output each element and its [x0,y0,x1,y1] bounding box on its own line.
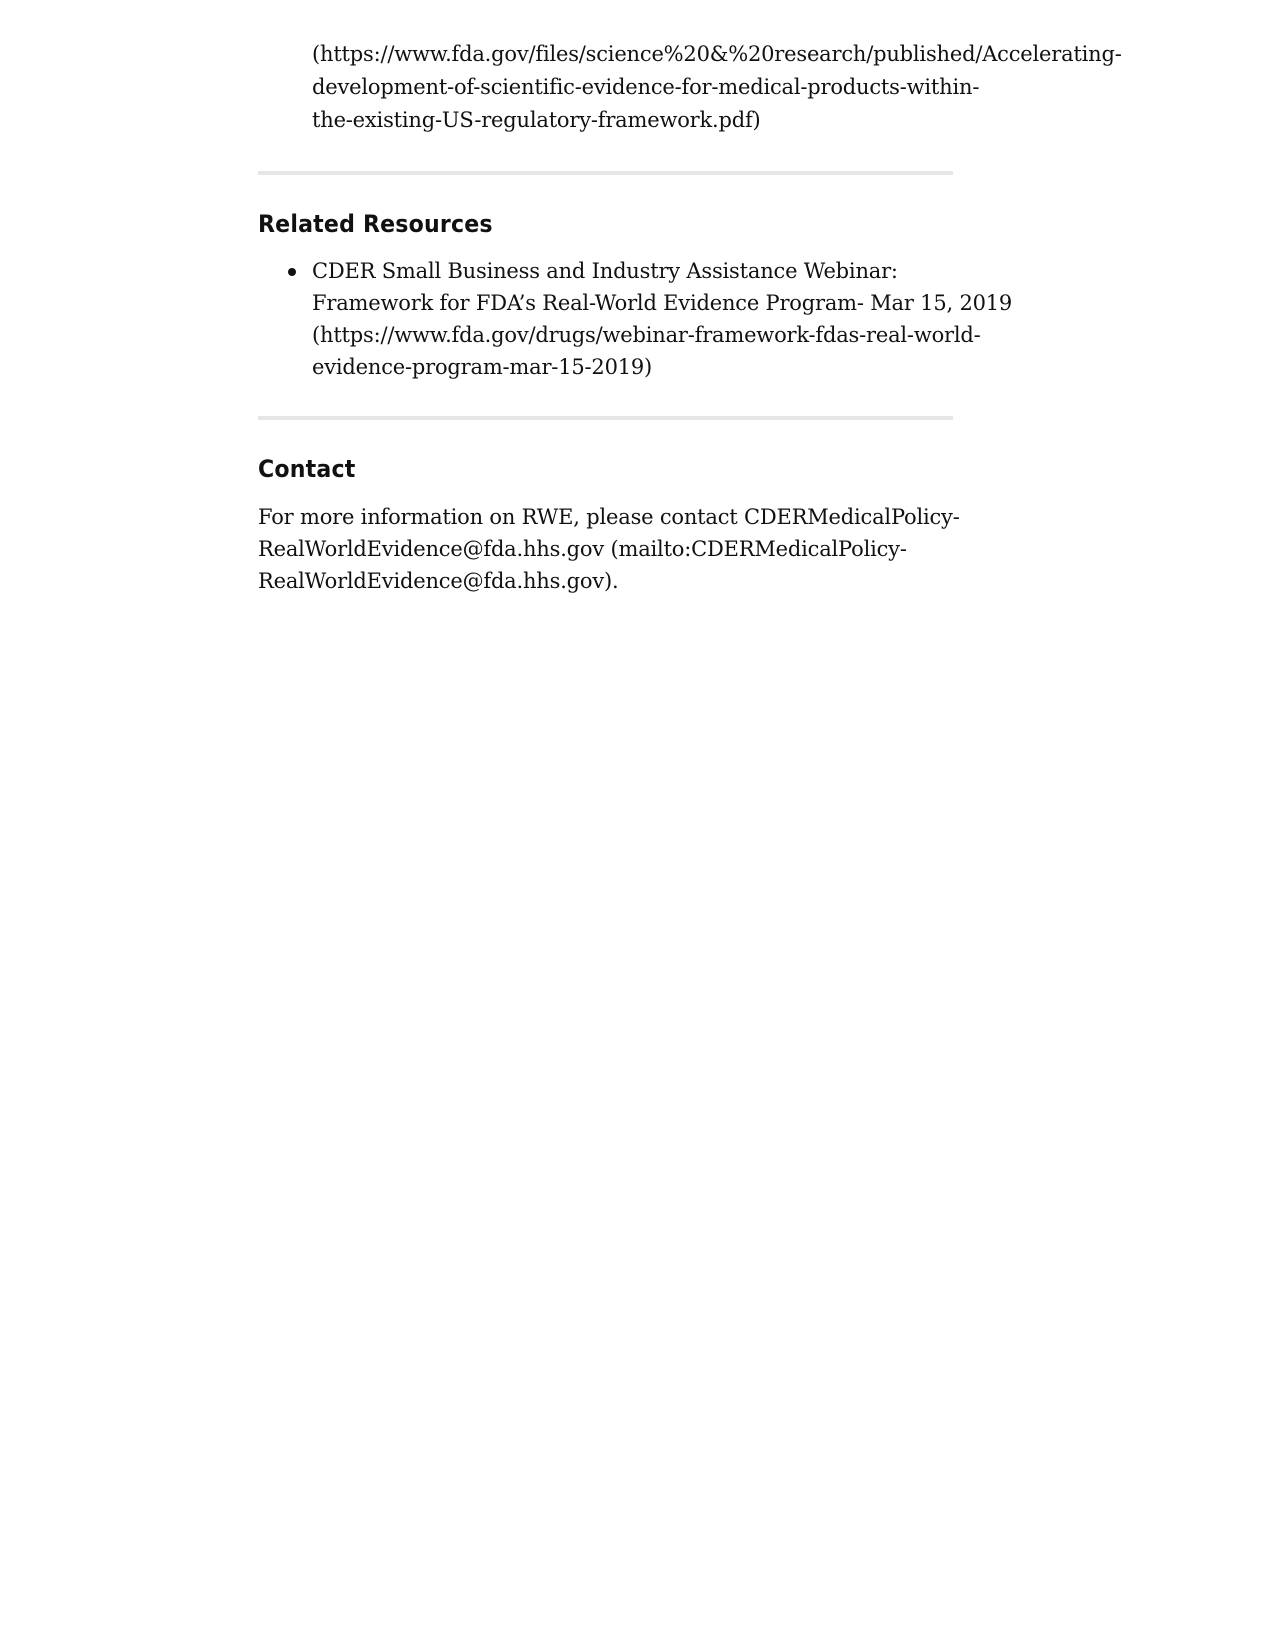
resource-line[interactable]: Framework for FDA’s Real-World Evidence Program- Mar 15, 2019 [312,291,1013,315]
list-item[interactable] [258,255,1013,383]
section-divider [258,171,953,175]
related-resources-heading: Related Resources [258,210,493,238]
bullet-icon [288,268,296,276]
resource-line[interactable]: evidence-program-mar-15-2019) [312,355,653,379]
contact-email-link[interactable]: RealWorldEvidence@fda.hhs.gov). [258,569,619,593]
contact-line: For more information on RWE, please contact CDERMedicalPolicy- [258,505,960,529]
link-line[interactable]: the-existing-US-regulatory-framework.pdf) [312,108,761,132]
contact-heading: Contact [258,455,356,483]
contact-email-link[interactable]: RealWorldEvidence@fda.hhs.gov (mailto:CDERMedicalPolicy- [258,537,907,561]
resource-line[interactable]: CDER Small Business and Industry Assistance Webinar: [312,259,898,283]
link-line[interactable]: (https://www.fda.gov/files/science%20&%20research/published/Accelerating- [312,42,1122,66]
link-line[interactable]: development-of-scientific-evidence-for-medical-products-within- [312,75,980,99]
continued-reference-link[interactable] [312,38,1122,137]
contact-paragraph [258,501,958,597]
document-page [258,0,1122,597]
section-divider [258,416,953,420]
related-resources-list [258,255,1013,383]
resource-line[interactable]: (https://www.fda.gov/drugs/webinar-framework-fdas-real-world- [312,323,981,347]
